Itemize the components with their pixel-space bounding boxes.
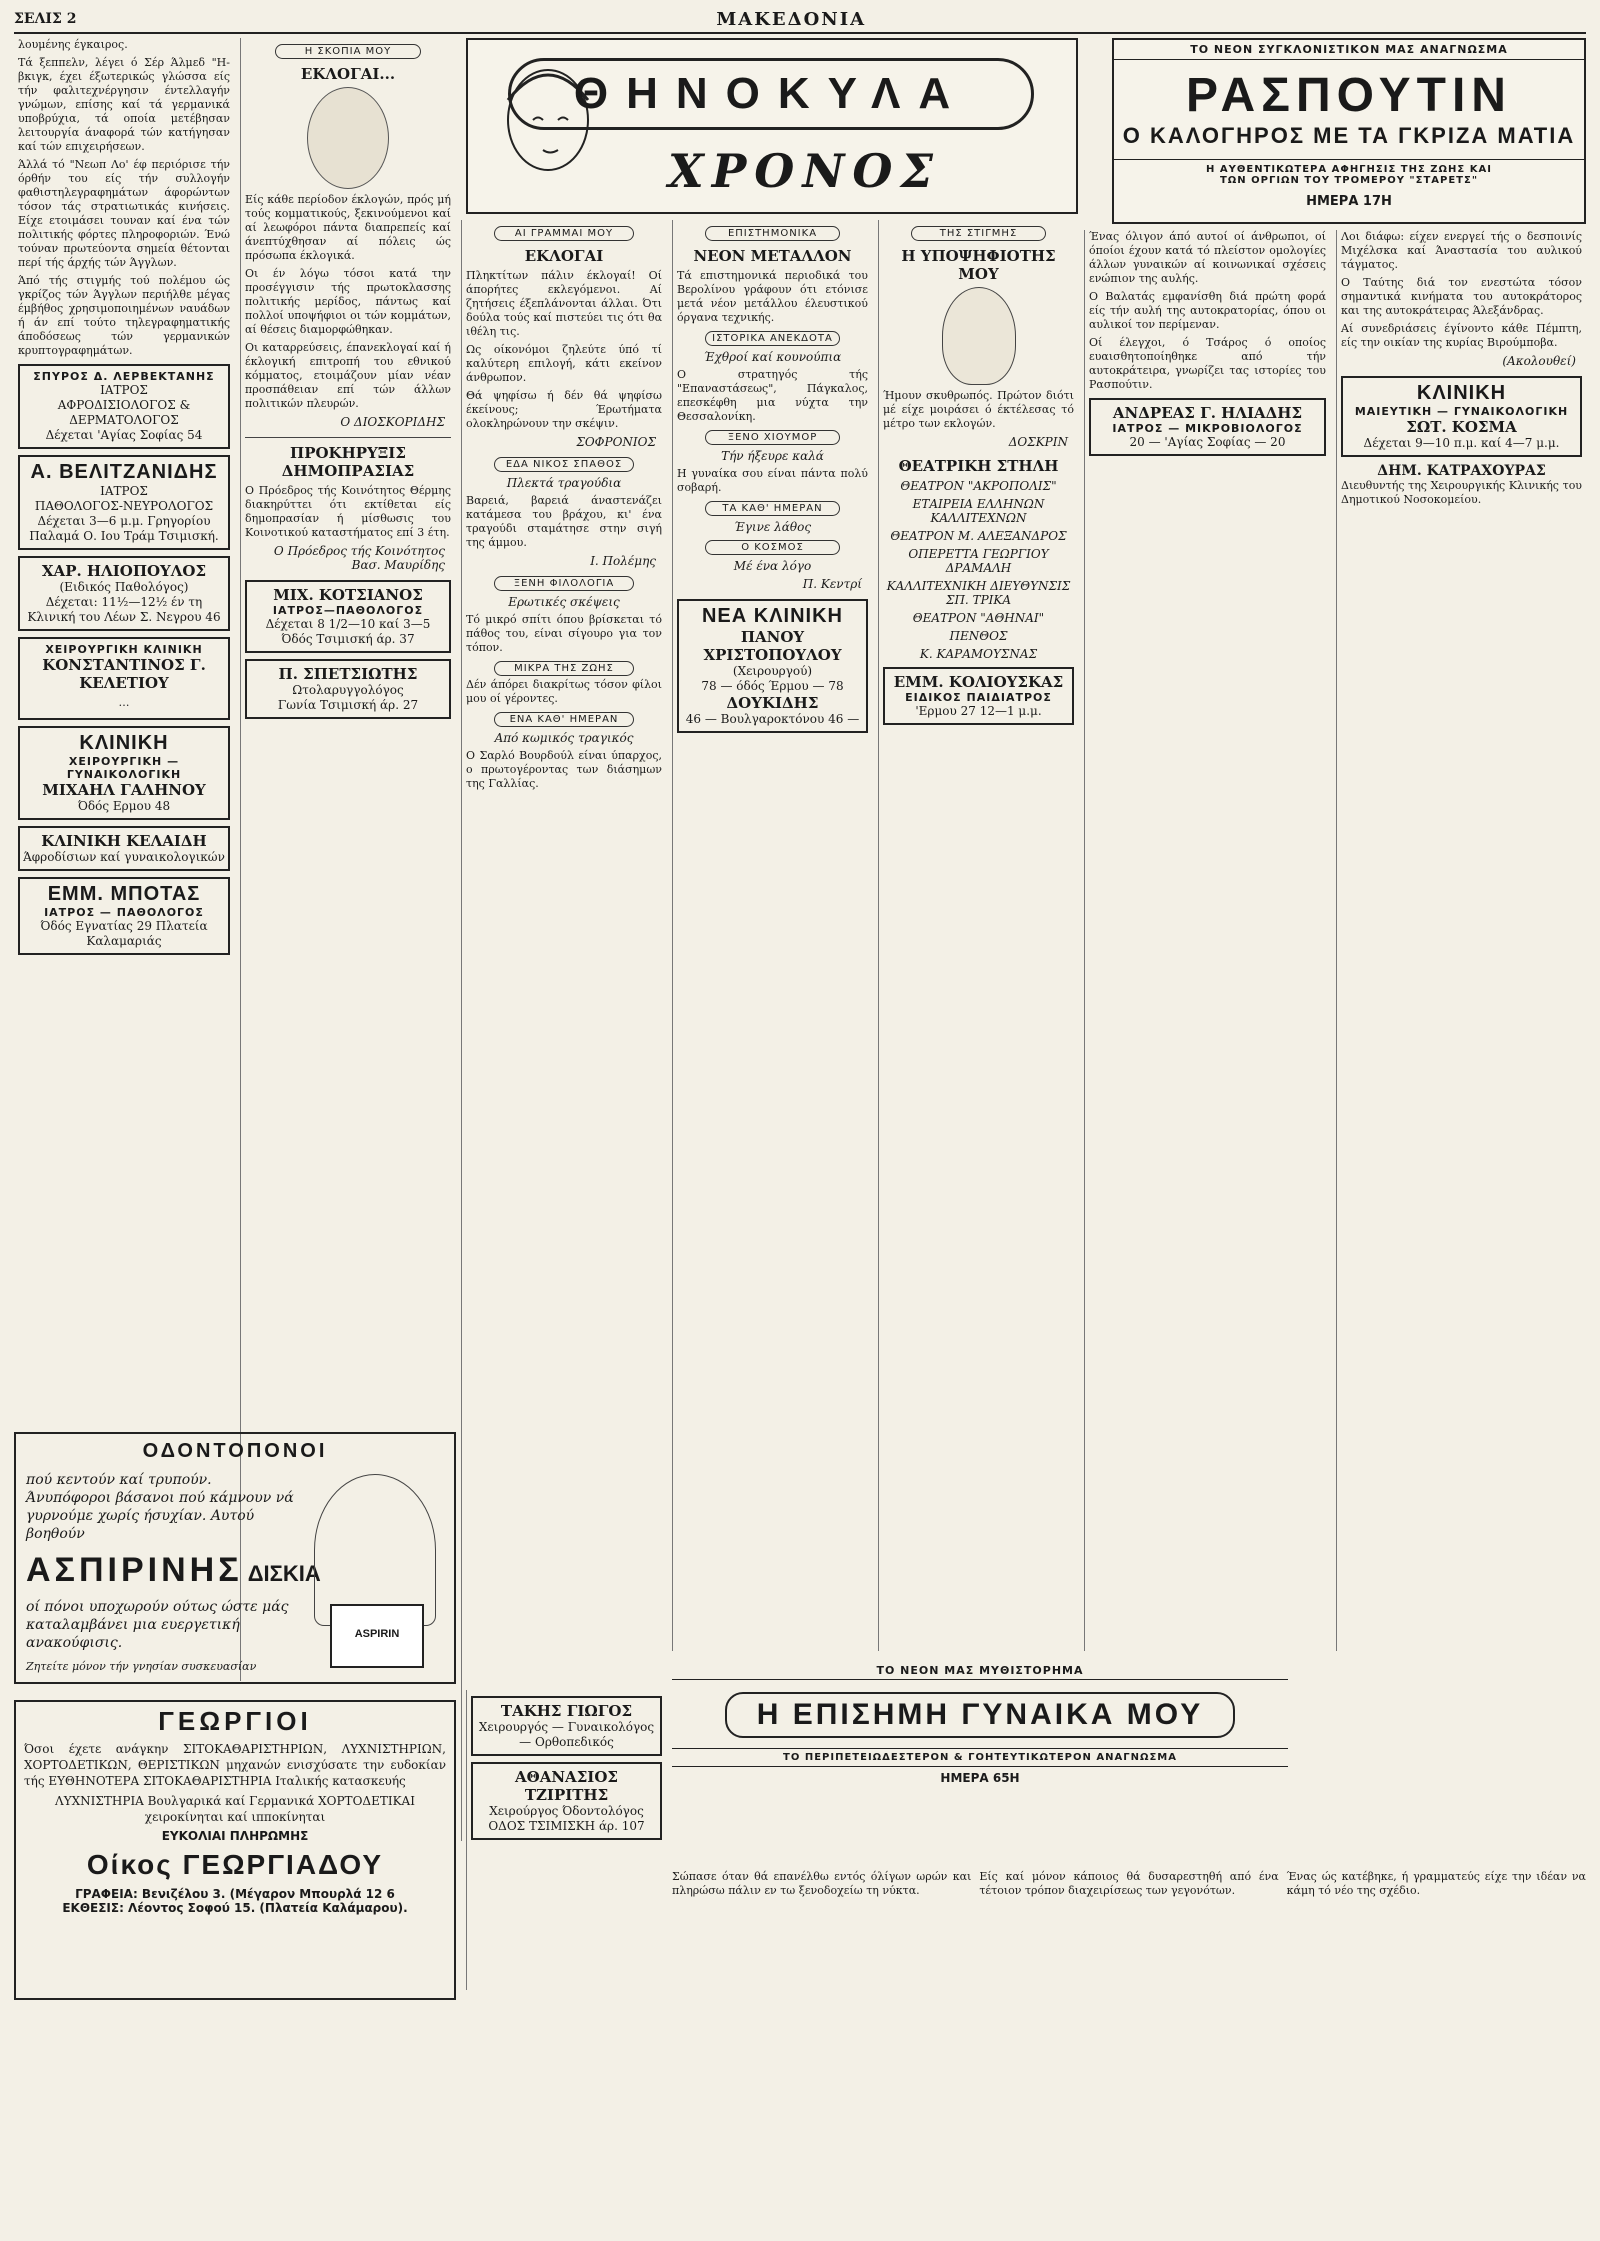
ad-role: ΙΑΤΡΟΣ — ΜΙΚΡΟΒΙΟΛΟΓΟΣ	[1112, 422, 1303, 435]
section-tag: ΕΠΙΣΤΗΜΟΝΙΚΑ	[705, 226, 841, 241]
ad-text: Διευθυντής της Χειρουργικής Κλινικής του Δημοτικού Νοσοκομείου.	[1341, 479, 1582, 506]
poem-heading: Πλεκτά τραγούδια	[506, 476, 622, 490]
ad-body: ΛΥΧΝΙΣΤΗΡΙΑ Βουλγαρικά καί Γερμανικά ΧΟΡΤΟΔΕΤΙΚΑΙ χειροκίνηται καί ιπποκίνηται	[55, 1794, 415, 1824]
ad-name: ΔΗΜ. ΚΑΤΡΑΧΟΥΡΑΣ	[1377, 463, 1546, 479]
section-tag: ΤΗΣ ΣΤΙΓΜΗΣ	[911, 226, 1047, 241]
ad-name: ΤΑΚΗΣ ΓΙΩΓΟΣ	[500, 1702, 633, 1720]
ad-galinou	[18, 726, 230, 820]
ad-body: Όσοι έχετε ανάγκην ΣΙΤΟΚΑΘΑΡΙΣΤΗΡΙΩΝ, ΛΥΧΝΙΣΤΗΡΙΩΝ, ΧΟΡΤΟΔΕΤΙΚΩΝ, ΘΕΡΙΣΤΙΚΩΝ μηχανών ενισχύσατε την ευδοκίαν τής ΕΥΘΗΝΟΤΕΡΑ ΣΙΤΟΚΑΘΑΡΙΣΤΗΡΙΑ Ιταλικής κατασκευής	[24, 1742, 446, 1788]
section-tag: ΤΑ ΚΑΘ' ΗΜΕΡΑΝ	[705, 501, 841, 516]
ad-sub: ΜΑΙΕΥΤΙΚΗ — ΓΥΝΑΙΚΟΛΟΓΙΚΗ	[1354, 405, 1569, 418]
author-signature: ΔΟΣΚΡΙΝ	[1008, 435, 1068, 449]
ad-tziritis	[471, 1762, 662, 1840]
ad-sub: Άφροδίσιων καί γυναικολογικών	[23, 850, 225, 864]
header-episimi-gynaika	[672, 1662, 1288, 1862]
ad-address: Όδός Εγνατίας 29 Πλατεία Καλαμαριάς	[40, 919, 208, 948]
section-tag: Η ΣΚΟΠΙΑ ΜΟΥ	[275, 44, 421, 59]
author-signature: Π. Κεντρί	[802, 577, 862, 591]
notice-signature: Ο Πρόεδρος τής Κοινότητος Βασ. Μαυρίδης	[273, 544, 445, 572]
ad-body: πού κεντούν καί τρυπούν. Άνυπόφοροι βάσανοι πού κάμνουν νά γυρνούμε χωρίς ήσυχίαν. Αυτού βοηθούν	[26, 1472, 294, 1542]
masthead	[14, 6, 1586, 34]
ad-kotsianos	[245, 580, 451, 653]
section-tag: Ο ΚΟΣΜΟΣ	[705, 540, 841, 555]
article-heading: Μέ ένα λόγο	[733, 559, 812, 573]
ad-footer: Ζητείτε μόνον τήν γνησίαν συσκευασίαν	[26, 1660, 257, 1673]
poem-signature: Ι. Πολέμης	[590, 554, 656, 568]
column-4	[672, 220, 872, 1651]
ad-address: ΓΡΑΦΕΙΑ: Βενιζέλου 3. (Μέγαρον Μπουρλά 12 6	[75, 1887, 395, 1901]
article-text: Άπό τής στιγμής τού πολέμου ώς γκρίζος τών Άγγλων περιήλθε μέγας έμβήθος χρησιμοποιημένων ναυάδων ή άν επί τούτο τηλεγραφηματικής άποδόσεως τών γερμανικών κρυπτογραφημάτων.	[18, 274, 230, 357]
ad-keletiou	[18, 637, 230, 720]
article-text: Ο Ταύτης διά τον ενεστώτα τόσον σημαντικά κινήματα του αυτοκράτορος και της αυτοκράτειρας Άλεξάνδρας.	[1341, 276, 1582, 317]
ad-name: ΚΛΙΝΙΚΗ	[1416, 382, 1507, 404]
ad-role: ΙΑΤΡΟΣ	[100, 484, 148, 498]
ad-text: …	[118, 696, 130, 709]
ad-address: Γωνία Τσιμισκή άρ. 27	[277, 698, 419, 712]
theatre-sub: ΕΤΑΙΡΕΙΑ ΕΛΛΗΝΩΝ ΚΑΛΛΙΤΕΧΝΩΝ	[912, 497, 1045, 525]
ad-botas	[18, 877, 230, 955]
article-text: Οί έλεγχοι, ό Τσάρος ό οποίος ευαισθητοποίηθηκε από τήν αυτοκράτειρα, γνωρίζει τας ιστορίες του Ρασπούτιν.	[1089, 336, 1326, 391]
author-signature: ΣΟΦΡΟΝΙΟΣ	[576, 435, 656, 449]
article-heading: ΝΕΟΝ ΜΕΤΑΛΛΟΝ	[693, 247, 852, 265]
article-text: Η γυναίκα σου είναι πάντα πολύ σοβαρή.	[677, 467, 868, 494]
ad-name: ΕΜΜ. ΜΠΟΤΑΣ	[47, 883, 201, 905]
ad-person: ΠΑΝΟΥ ΧΡΙΣΤΟΠΟΥΛΟΥ	[703, 628, 842, 664]
article-text: Ο στρατηγός τής "Επαναστάσεως", Πάγκαλος, επεσκέφθη μια νύχτα την Θεσσαλονίκη.	[677, 368, 868, 423]
ad-headline: ΟΔΟΝΤΟΠΟΝΟΙ	[142, 1440, 328, 1462]
article-heading: Έχθροί καί κουνούπια	[703, 350, 842, 364]
column-7	[1336, 230, 1586, 1651]
ad-brand: ΑΣΠΙΡΙΝΗΣ	[26, 1551, 243, 1589]
divider	[245, 437, 451, 438]
ad-desc: ΠΑΘΟΛΟΓΟΣ-ΝΕΥΡΟΛΟΓΟΣ	[34, 499, 214, 513]
ad-person: ΣΩΤ. ΚΟΣΜΑ	[1406, 418, 1517, 436]
ad-brand: Οίκος ΓΕΩΡΓΙΑΔΟΥ	[86, 1849, 384, 1880]
article-text: Ένας όλιγον άπό αυτοί οί άνθρωποι, οί όποίοι έχουν κατά τό πλείστον ομολογίες άλλων γυναικών αί κοινωνικαί σχέσεις ενώπιον της αυλής.	[1089, 230, 1326, 285]
ad-sub: ΧΕΙΡΟΥΡΓΙΚΗ — ΓΥΝΑΙΚΟΛΟΓΙΚΗ	[66, 755, 182, 781]
article-text: Λοι διάφω: είχεν ενεργεί τής ο δεσποινίς Μιχέλσκα καί Άναστασία του αυλικού τάγματος.	[1341, 230, 1582, 271]
story-column	[1287, 1870, 1586, 2230]
article-text: Αί συνεδριάσεις έγίνοντο κάθε Πέμπτη, είς την οικίαν της κυρίας Βιρούμποβα.	[1341, 322, 1582, 349]
theatre-heading: ΘΕΑΤΡΙΚΗ ΣΤΗΛΗ	[898, 457, 1059, 475]
ad-spetsiotis	[245, 659, 451, 719]
article-text: Οι έν λόγω τόσοι κατά την προσέγγισιν τής πρωτοκλασσης πολιτικής μερίδος, πάντως καί πολλοί υποψήφιοι οι τών κομμάτων, αί θέσεις διαμορφώθηκαν.	[245, 267, 451, 336]
ad-iliopoulos	[18, 556, 230, 631]
ad-desc: ΑΦΡΟΔΙΣΙΟΛΟΓΟΣ & ΔΕΡΜΑΤΟΛΟΓΟΣ	[57, 398, 191, 427]
ad-address: ΟΔΟΣ ΤΣΙΜΙΣΚΗ άρ. 107	[488, 1819, 645, 1833]
ad-koliouskas	[883, 667, 1074, 725]
article-heading: Έγινε λάθος	[733, 520, 812, 534]
theatre-sub: ΟΠΕΡΕΤΤΑ ΓΕΩΡΓΙΟΥ ΔΡΑΜΑΛΗ	[908, 547, 1049, 575]
ad-role: ΙΑΤΡΟΣ—ΠΑΘΟΛΟΓΟΣ	[272, 604, 424, 617]
article-text: Τό μικρό σπίτι όπου βρίσκεται τό πάθος του, είναι σίγουρο για τον τόπον.	[466, 613, 662, 654]
ad-address: Δέχεται 8 1/2—10 καί 3—5 Όδός Τσιμισκή άρ. 37	[265, 617, 431, 646]
header-day: ΗΜΕΡΑ 65Η	[940, 1771, 1020, 1785]
ad-name: ΣΠΥΡΟΣ Δ. ΛΕΡΒΕΚΤΑΝΗΣ	[33, 370, 215, 383]
ad-address: 78 — όδός Έρμου — 78	[701, 679, 844, 693]
ad-owner-address: 46 — Βουλγαροκτόνου 46 —	[685, 712, 860, 726]
header-chronos	[466, 38, 1078, 214]
ad-name: ΚΛΙΝΙΚΗ	[79, 732, 169, 754]
page-number: ΣΕΛΙΣ 2	[14, 11, 77, 27]
newspaper-name: ΜΑΚΕΔΟΝΙΑ	[716, 8, 867, 30]
column-3	[461, 220, 666, 1841]
section-tag: ΞΕΝΟ ΧΙΟΥΜΟΡ	[705, 430, 841, 445]
article-text: Τά επιστημονικά περιοδικά του Βερολίνου γράφουν ότι ετόνισε μετά νέον μετάλλου έλευστικού όργανα τεχνικής.	[677, 269, 868, 324]
ad-body: οί πόνοι υποχωρούν ούτως ώστε μάς καταλαμβάνει μια ευεργετική ανακούφισις.	[26, 1599, 289, 1651]
article-heading: ΕΚΛΟΓΑΙ...	[300, 65, 396, 83]
article-text: Ήμουν σκυθρωπός. Πρώτον διότι μέ είχε μοιράσει ό έκτέλεσας τό μέτρο των εκλογών.	[883, 389, 1074, 430]
ad-role: (Χειρουργού)	[732, 664, 813, 678]
article-text: Πληκτίτων πάλιν έκλογαί! Οί άπορήτες εκλεγόμενοι. Αί ζητήσεις έξεπλάνονται άλλαι. Ότι δούλα τούς καί πιστεύει τις ότι θα ιθέλη τις.	[466, 269, 662, 338]
ad-role: Ωτολαρυγγολόγος	[292, 683, 404, 697]
theatre-name: ΘΕΑΤΡΟΝ Μ. ΑΛΕΞΑΝΔΡΟΣ	[890, 529, 1067, 543]
header-line: ΤΟ ΝΕΟΝ ΜΑΣ ΜΥΘΙΣΤΟΡΗΜΑ	[672, 1662, 1288, 1680]
ad-role: ΙΑΤΡΟΣ	[100, 383, 148, 397]
header-title: ΡΑΣΠΟΥΤΙΝ	[1186, 69, 1512, 122]
ad-aspirin	[14, 1432, 456, 1684]
article-text: Ο Σαρλό Βουρδούλ είναι ύπαρχος, ο πρωτογέροντας των διάσημων της Γαλλίας.	[466, 749, 662, 790]
ad-role: Χειρούργος Όδοντολόγος	[489, 1804, 644, 1818]
header-word-1: ΘΗΝΟΚΥΛΑ	[508, 58, 1034, 130]
theatre-person: Κ. ΚΑΡΑΜΟΥΣΝΑΣ	[919, 647, 1038, 661]
article-text: Ο Βαλατάς εμφανίσθη διά πρώτη φορά είς τήν αυλή της αυτοκρατορίας, όπου οι αυλικοί τον περίμεναν.	[1089, 290, 1326, 331]
theatre-name: ΘΕΑΤΡΟΝ "ΑΘΗΝΑΙ"	[912, 611, 1045, 625]
article-text: Δέν άπόρει διακρίτως τόσον φίλοι μου οί γέροντες.	[466, 678, 662, 705]
header-subtitle: Ο ΚΑΛΟΓΗΡΟΣ ΜΕ ΤΑ ΓΚΡΙΖΑ ΜΑΤΙΑ	[1122, 123, 1576, 148]
ad-velitzanidis	[18, 455, 230, 550]
header-line: ΤΟ ΝΕΟΝ ΣΥΓΚΛΟΝΙΣΤΙΚΟΝ ΜΑΣ ΑΝΑΓΝΩΣΜΑ	[1114, 40, 1584, 60]
section-tag: ΞΕΝΗ ΦΙΛΟΛΟΓΙΑ	[494, 576, 633, 591]
ad-role: ΕΙΔΙΚΟΣ ΠΑΙΔΙΑΤΡΟΣ	[905, 691, 1052, 704]
header-rasputin	[1112, 38, 1586, 224]
theatre-name: ΘΕΑΤΡΟΝ "ΑΚΡΟΠΟΛΙΣ"	[900, 479, 1057, 493]
article-text: Είς κάθε περίοδον έκλογών, πρός μή τούς κομματικούς, ξεκινούμενοι καί αί λεωφόροι πάντα διαπρεπείς καί άνεπτύχθησαν αί πόλεις ώς πρόσωπα έκλογικά.	[245, 193, 451, 262]
ad-address: ΕΚΘΕΣΙΣ: Λέοντος Σοφού 15. (Πλατεία Καλάμαρου).	[62, 1901, 408, 1915]
continued-note: (Ακολουθεί)	[1502, 354, 1576, 368]
header-title: Η ΕΠΙΣΗΜΗ ΓΥΝΑΙΚΑ ΜΟΥ	[725, 1692, 1236, 1738]
bottom-story	[672, 1870, 1586, 2230]
ad-headline: ΓΕΩΡΓΙΟΙ	[158, 1706, 312, 1736]
ad-address: Δέχεται: 11½—12½ έν τη Κλινική του Λέων Σ. Νεγρου 46	[27, 595, 221, 624]
woman-portrait	[942, 287, 1016, 385]
section-tag: ΜΙΚΡΑ ΤΗΣ ΖΩΗΣ	[494, 661, 633, 676]
column-5	[878, 220, 1078, 1651]
caricature-image	[307, 87, 389, 189]
ad-owner: ΔΟΥΚΙΔΗΣ	[726, 694, 819, 712]
section-tag: ΕΝΑ ΚΑΘ' ΗΜΕΡΑΝ	[494, 712, 633, 727]
ad-address: Δέχεται 9—10 π.μ. καί 4—7 μ.μ.	[1363, 436, 1560, 450]
ad-name: ΕΜΜ. ΚΟΛΙΟΥΣΚΑΣ	[893, 673, 1064, 691]
ad-name: Π. ΣΠΕΤΣΙΩΤΗΣ	[278, 665, 418, 683]
ad-name: ΝΕΑ ΚΛΙΝΙΚΗ	[701, 605, 843, 627]
ad-iliadis	[1089, 398, 1326, 456]
article-text: Είς καί μόνον κάποιος θά δυσαρεστηθή από ένα τέτοιον τρόπον διαχειρίσεως των γεγονότων.	[979, 1870, 1279, 1897]
header-line: ΤΩΝ ΟΡΓΙΩΝ ΤΟΥ ΤΡΟΜΕΡΟΥ "ΣΤΑΡΕΤΣ"	[1219, 175, 1479, 186]
header-subtitle: ΤΟ ΠΕΡΙΠΕΤΕΙΩΔΕΣΤΕΡΟΝ & ΓΟΗΤΕΥΤΙΚΩΤΕΡΟΝ ΑΝΑΓΝΩΣΜΑ	[672, 1748, 1288, 1767]
section-tag: ΑΙ ΓΡΑΜΜΑΙ ΜΟΥ	[494, 226, 633, 241]
article-heading: Από κωμικός τραγικός	[494, 731, 634, 745]
notice-text: Ο Πρόεδρος τής Κοινότητος Θέρμης διακηρύττει ότι εκτίθεται είς δημοπρασίαν ή μίσθωσις του Κοινοτικού καταστήματος επί 3 έτη.	[245, 484, 451, 539]
article-text: Οι καταρρεύσεις, έπανεκλογαί καί ή έκλογική επιτροπή του εθνικού κόμματος, ετοιμάζουν μίαν νέαν προσπάθειαν επί τών άλλων πολιτικών πλευρών.	[245, 341, 451, 410]
article-text: Ένας ώς κατέβηκε, ή γραμματεύς είχε την ιδέαν να κάμη τό νέο της σχέδιο.	[1286, 1870, 1586, 1897]
section-tag: ΕΔΑ ΝΙΚΟΣ ΣΠΑΘΟΣ	[494, 457, 633, 472]
ad-role: ΧΕΙΡΟΥΡΓΙΚΗ ΚΛΙΝΙΚΗ	[45, 643, 203, 656]
column-6	[1084, 230, 1330, 1651]
ad-name: ΑΝΔΡΕΑΣ Γ. ΗΛΙΑΔΗΣ	[1112, 404, 1303, 422]
story-column	[672, 1870, 971, 2230]
author-signature: Ο ΔΙΟΣΚΟΡΙΔΗΣ	[340, 415, 445, 429]
ad-giogos	[471, 1696, 662, 1756]
article-heading: Η ΥΠΟΨΗΦΙΟΤΗΣ ΜΟΥ	[901, 247, 1056, 283]
story-column	[979, 1870, 1278, 2230]
article-text: Άλλά τό "Νεωπ Λο' έφ περιόρισε τήν όρθήν του είς τήν συλλογήν φαθιστηλεγραφημάτων άφορώντων τόσον τάς στρατιωτικάς κινήσεις. Είχε ετοιμάσει τουναν καί ένα τών πολιτικής φόρτες πληροφοριών. Ένώ τούναν πρωτεύοντα σημεία θέτονται περί τής άρχής τών Άγγλων.	[18, 158, 230, 269]
theatre-sub: ΠΕΝΘΟΣ	[949, 629, 1008, 643]
notice-heading: ΠΡΟΚΗΡΥΞΙΣ ΔΗΜΟΠΡΑΣΙΑΣ	[281, 444, 415, 480]
article-heading: ΕΚΛΟΓΑΙ	[524, 247, 604, 265]
ad-address: 20 — 'Αγίας Σοφίας — 20	[1129, 435, 1286, 449]
ad-lerbektanis	[18, 364, 230, 449]
article-text: λουμένης έγκαιρος.	[18, 38, 128, 51]
article-heading: Τήν ήξευρε καλά	[721, 449, 824, 463]
ad-line: ΕΥΚΟΛΙΑΙ ΠΛΗΡΩΜΗΣ	[161, 1829, 309, 1843]
ad-kelaidi	[18, 826, 230, 871]
ad-address: Δέχεται 3—6 μ.μ. Γρηγορίου Παλαμά Ο. Ιου Τράμ Τσιμισκή.	[29, 514, 219, 543]
ad-name: ΚΛΙΝΙΚΗ ΚΕΛΑΙΔΗ	[41, 832, 207, 850]
ad-name: ΧΑΡ. ΗΛΙΟΠΟΥΛΟΣ	[41, 562, 207, 580]
article-text: Θά ψηφίσω ή δέν θά ψηφίσω έκείνους; Έρωτήματα ολοκληρώνουν την σκέψιν.	[466, 389, 662, 430]
article-text: Σώπασε όταν θά επανέλθω εντός όλίγων ωρών και πληρώσω πάλιν εν τω ξενοδοχείω τη νύκτα.	[672, 1870, 972, 1897]
ad-brand-sub: ΔΙΣΚΙΑ	[247, 1561, 321, 1586]
ad-name: ΜΙΧ. ΚΟΤΣΙΑΝΟΣ	[273, 586, 423, 604]
header-word-2: ΧΡΟΝΟΣ	[668, 144, 941, 198]
section-tag: ΙΣΤΟΡΙΚΑ ΑΝΕΚΔΟΤΑ	[705, 331, 841, 346]
ad-address: Δέχεται 'Αγίας Σοφίας 54	[45, 428, 203, 442]
ad-georgiadis	[14, 1700, 456, 2000]
header-day: ΗΜΕΡΑ 17Η	[1306, 194, 1392, 209]
aspirin-package: ASPIRIN	[330, 1604, 424, 1668]
ad-address: 'Ερμου 27 12—1 μ.μ.	[915, 704, 1042, 718]
header-line: Η ΑΥΘΕΝΤΙΚΩΤΕΡΑ ΑΦΗΓΗΣΙΣ ΤΗΣ ΖΩΗΣ ΚΑΙ	[1114, 159, 1584, 175]
theatre-sub: ΚΑΛΛΙΤΕΧΝΙΚΗ ΔΙΕΥΘΥΝΣΙΣ ΣΠ. ΤΡΙΚΑ	[886, 579, 1071, 607]
article-text: Τά ξεππελν, λέγει ό Σέρ Άλμεδ "Η-βκιγκ, έχει έξωτερικώς γλώσσα είς τήν φαλιτεχνέργησιν έντελλαγήν γνώμων, επίσης καί τά γερμανικά υποβρύχια, τά οποία μετέβησαν λειτουργία άναφορά τών κατήγησαν καί τών επιχειρήσεων.	[18, 56, 230, 153]
article-text: Ως οίκονόμοι ζηλεύτε ύπό τί καλύτερη επιλογή, κάτι εκείνον άνθρωπον.	[466, 343, 662, 384]
ad-role: ΙΑΤΡΟΣ — ΠΑΘΟΛΟΓΟΣ	[44, 906, 204, 919]
ad-address: Όδός Ερμου 48	[77, 799, 171, 813]
ad-name: ΑΘΑΝΑΣΙΟΣ ΤΖΙΡΙΤΗΣ	[515, 1768, 618, 1804]
article-heading: Ερωτικές σκέψεις	[508, 595, 620, 609]
ad-person: ΜΙΧΑΗΛ ΓΑΛΗΝΟΥ	[42, 781, 206, 799]
ad-kosma	[1341, 376, 1582, 457]
ad-role: Χειρουργός — Γυναικολόγος — Ορθοπεδικός	[478, 1720, 655, 1749]
poem-text: Βαρειά, βαρειά άναστενάζει κατάμεσα του βράχου, κι' ένα τραγούδι σταμάτησε στην σιγή της άμμου.	[466, 494, 662, 549]
ad-nea-kliniki	[677, 599, 868, 733]
ad-name: Α. ΒΕΛΙΤΖΑΝΙΔΗΣ	[30, 461, 218, 483]
bottom-ads	[466, 1690, 666, 1990]
ad-name: ΚΟΝΣΤΑΝΤΙΝΟΣ Γ. ΚΕΛΕΤΙΟΥ	[42, 656, 206, 692]
ad-role: (Ειδικός Παθολόγος)	[59, 580, 189, 594]
